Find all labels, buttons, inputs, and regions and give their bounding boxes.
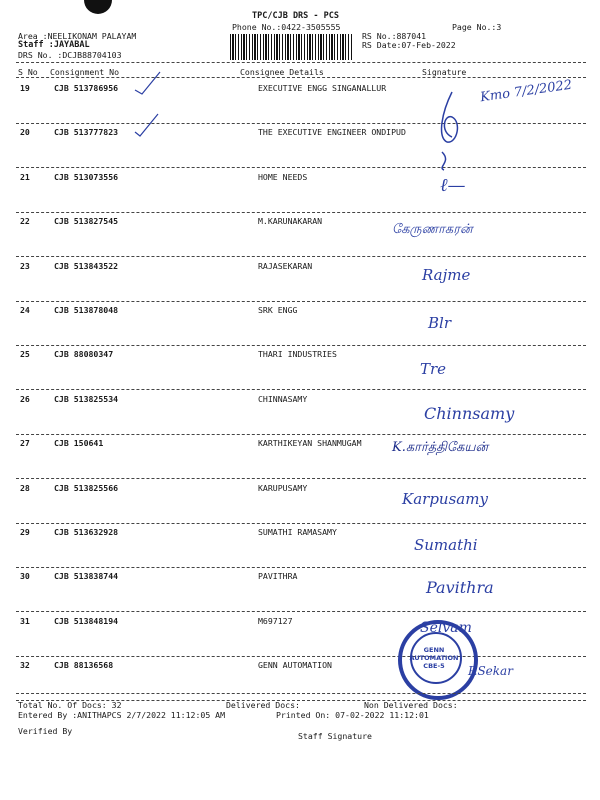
corner-smudge	[84, 0, 112, 14]
barcode	[230, 34, 352, 60]
total-docs: Total No. Of Docs: 32	[18, 700, 122, 710]
row-divider	[16, 567, 586, 568]
row-divider	[16, 523, 586, 524]
signature-29: Sumathi	[414, 536, 478, 554]
row-consignee: HOME NEEDS	[258, 172, 308, 182]
col-consignment: Consignment No	[50, 67, 120, 77]
row-consignee: THE EXECUTIVE ENGINEER ONDIPUD	[258, 127, 406, 137]
row-consignee: RAJASEKARAN	[258, 261, 313, 271]
row-consignment: CJB 88136568	[54, 660, 114, 670]
non-delivered-docs: Non Delivered Docs:	[364, 700, 458, 710]
row-consignment: CJB 513848194	[54, 616, 119, 626]
row-consignment: CJB 513878048	[54, 305, 119, 315]
rs-date: RS Date:07-Feb-2022	[362, 40, 456, 50]
page-number: Page No.:3	[452, 22, 502, 32]
row-sno: 32	[20, 660, 30, 670]
row-consignee: KARUPUSAMY	[258, 483, 308, 493]
row-divider	[16, 212, 586, 213]
row-consignment: CJB 88080347	[54, 349, 114, 359]
staff-field: Staff :JAYABAL	[18, 40, 90, 50]
row-consignee: KARTHIKEYAN SHANMUGAM	[258, 438, 362, 448]
row-consignee: THARI INDUSTRIES	[258, 349, 337, 359]
rs-number: RS No.:887041	[362, 31, 427, 41]
signature-22: கேருணாகரன்	[392, 222, 473, 237]
area-field: Area :NEELIKONAM PALAYAM	[18, 31, 137, 41]
signature-28: Karpusamy	[402, 490, 488, 508]
header-divider	[16, 62, 586, 63]
signature-27: K.கார்த்திகேயன்	[392, 440, 489, 455]
row-consignment: CJB 513838744	[54, 571, 119, 581]
row-consignee: GENN AUTOMATION	[258, 660, 332, 670]
row-consignment: CJB 150641	[54, 438, 104, 448]
row-divider	[16, 478, 586, 479]
row-sno: 19	[20, 83, 30, 93]
row-sno: 27	[20, 438, 30, 448]
row-sno: 29	[20, 527, 30, 537]
row-divider	[16, 256, 586, 257]
row-sno: 25	[20, 349, 30, 359]
row-consignment: CJB 513825566	[54, 483, 119, 493]
delivered-docs: Delivered Docs:	[226, 700, 300, 710]
row-divider	[16, 389, 586, 390]
row-divider	[16, 434, 586, 435]
row-divider	[16, 611, 586, 612]
row-divider	[16, 656, 586, 657]
row-consignment: CJB 513825534	[54, 394, 119, 404]
col-signature: Signature	[422, 67, 467, 77]
row-sno: 28	[20, 483, 30, 493]
column-divider	[16, 77, 586, 78]
signature-31: Selvam	[420, 620, 472, 636]
row-consignee: EXECUTIVE ENGG SINGANALLUR	[258, 83, 387, 93]
printed-on: Printed On: 07-02-2022 11:12:01	[276, 710, 429, 720]
entered-by: Entered By :ANITHAPCS 2/7/2022 11:12:05 AM	[18, 710, 226, 720]
row-consignee: M.KARUNAKARAN	[258, 216, 323, 226]
row-sno: 26	[20, 394, 30, 404]
verified-by: Verified By	[18, 726, 73, 736]
stamp-text: GENN AUTOMATION CBE-5	[409, 646, 459, 670]
row-consignee: M697127	[258, 616, 293, 626]
signature-24: Blr	[428, 314, 451, 332]
signature-23: Rajme	[422, 266, 471, 284]
row-divider	[16, 301, 586, 302]
phone-number: Phone No.:0422-3505555	[232, 22, 341, 32]
signature-21: ℓ—	[440, 175, 466, 196]
row-consignment: CJB 513073556	[54, 172, 119, 182]
col-sno: S No	[18, 67, 38, 77]
row-sno: 22	[20, 216, 30, 226]
row-consignee: CHINNASAMY	[258, 394, 308, 404]
signature-25: Tre	[420, 360, 447, 378]
col-consignee: Consignee Details	[240, 67, 324, 77]
row-sno: 30	[20, 571, 30, 581]
signature-32: P.Sekar	[468, 664, 513, 678]
row-consignment: CJB 513786956	[54, 83, 119, 93]
row-sno: 20	[20, 127, 30, 137]
staff-signature-label: Staff Signature	[298, 731, 372, 741]
row-sno: 31	[20, 616, 30, 626]
row-consignment: CJB 513632928	[54, 527, 119, 537]
company-title: TPC/CJB DRS - PCS	[252, 11, 339, 21]
row-sno: 21	[20, 172, 30, 182]
drs-number: DRS No. :DCJB88704103	[18, 50, 122, 60]
signature-26: Chinnsamy	[424, 404, 515, 423]
row-consignee: SUMATHI RAMASAMY	[258, 527, 337, 537]
row-sno: 23	[20, 261, 30, 271]
row-sno: 24	[20, 305, 30, 315]
row-consignment: CJB 513843522	[54, 261, 119, 271]
tick-marks	[130, 70, 180, 140]
signature-19: Kmo 7/2/2022	[479, 77, 573, 106]
row-consignee: SRK ENGG	[258, 305, 298, 315]
row-consignment: CJB 513777823	[54, 127, 119, 137]
footer-divider	[16, 693, 586, 694]
row-divider	[16, 345, 586, 346]
row-consignment: CJB 513827545	[54, 216, 119, 226]
row-consignee: PAVITHRA	[258, 571, 298, 581]
signature-30: Pavithra	[426, 578, 494, 597]
